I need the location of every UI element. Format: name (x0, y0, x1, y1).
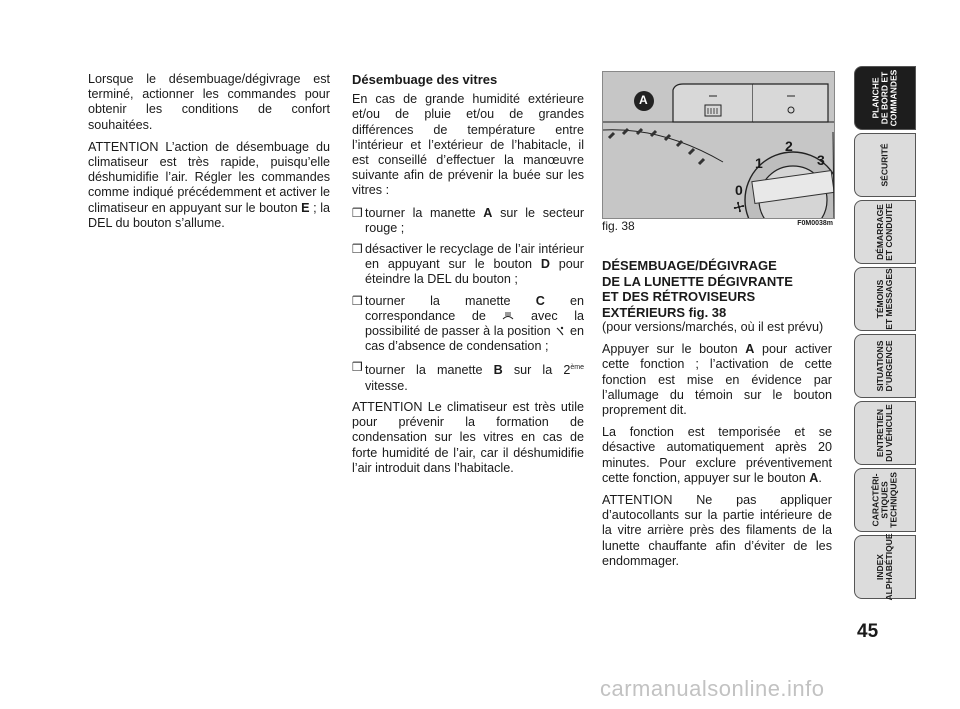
paragraph: Lorsque le désembuage/dégivrage est terminé, actionner les commandes pour obtenir les conditions de confort souhaitées. (88, 72, 330, 132)
fan-icon (732, 200, 746, 214)
paragraph-attention: ATTENTION L’action de désembuage du climatiseur est très rapide, puisqu’elle déshumidifie l’air. Régler les commandes comme indiqué précédemment et activer le climatiseur en appuyant sur le bouton E ; la DEL du bouton s’allume. (88, 139, 330, 230)
text-column-2 (352, 72, 584, 483)
list-item: ❒ tourner la manette A sur le secteur rouge ; (352, 205, 585, 235)
key-letter: D (540, 257, 550, 272)
list-item: ❒ désactiver le recyclage de l’air intérieur en appuyant sur le bouton D pour éteindre la DEL du bouton ; (352, 242, 585, 287)
feet-windshield-icon (554, 326, 566, 336)
paragraph: En cas de grande humidité extérieure et/ou de pluie et/ou de grandes différences de température entre l’intérieur et l’extérieur de l’habitacle, il est conseillé d’effectuer la manœuvre suivante afin de prévenir la buée sur les vitres : (352, 92, 584, 198)
windshield-defrost-icon (502, 311, 514, 321)
knob-label-2: 2 (785, 138, 793, 154)
checkbox-bullet-icon: ❒ (352, 293, 363, 308)
section-title: DÉSEMBUAGE/DÉGIVRAGE DE LA LUNETTE DÉGIVRANTE ET DES RÉTROVISEURS EXTÉRIEURS fig. 38 (602, 258, 793, 320)
checkbox-bullet-icon: ❒ (352, 360, 363, 375)
tab-caracteristiques[interactable]: CARACTÉRI- STIQUES TECHNIQUES (854, 468, 916, 532)
key-letter: C (535, 293, 545, 308)
chapter-tabs (854, 66, 916, 602)
list-item: ❒ tourner la manette B sur la 2ème vitesse. (352, 360, 584, 393)
paragraph-attention: ATTENTION Le climatiseur est très utile pour prévenir la formation de condensation sur les vitres en cas de forte humidité de l’air, car il déshumidifie l’air introduit dans l’habitacle. (352, 400, 584, 475)
tab-entretien[interactable]: ENTRETIEN DU VÉHICULE (854, 401, 916, 465)
tab-index[interactable]: INDEX ALPHABÉTIQUE (854, 535, 916, 599)
key-letter: A (745, 342, 755, 357)
knob-label-3: 3 (817, 152, 825, 168)
key-letter: A (483, 205, 493, 220)
key-letter: E (301, 200, 310, 215)
tab-temoins[interactable]: TÉMOINS ET MESSAGES (854, 267, 916, 331)
text-column-1 (88, 72, 330, 238)
tab-demarrage[interactable]: DÉMARRAGE ET CONDUITE (854, 200, 916, 264)
key-letter: B (493, 363, 503, 378)
checkbox-bullet-icon: ❒ (352, 242, 363, 257)
knob-label-1: 1 (755, 155, 763, 171)
watermark: carmanualsonline.info (600, 676, 825, 701)
tab-securite[interactable]: SÉCURITÉ (854, 133, 916, 197)
key-letter: A (809, 470, 819, 485)
paragraph: Appuyer sur le bouton A pour activer cette fonction ; l’activation de cette fonction est mise en évidence par l’allumage du témoin sur le bouton proprement dit. (602, 342, 832, 418)
figure-control-panel (602, 71, 835, 219)
page-number: 45 (857, 621, 879, 642)
subtitle: (pour versions/marchés, où il est prévu) (602, 320, 824, 334)
text-column-3 (602, 258, 832, 576)
list-item: ❒ tourner la manette C en correspondance de avec la possibilité de passer à la position en cas d’absence de condensation ; (352, 293, 585, 354)
figure-code: F0M0038m (797, 220, 833, 227)
tab-situations-urgence[interactable]: SITUATIONS D’URGENCE (854, 334, 916, 398)
paragraph-attention: ATTENTION Ne pas appliquer d’autocollants sur la partie intérieure de la vitre arrière près des filaments de la lunette chauffante afin d’éviter de les endommager. (602, 493, 832, 568)
tab-planche-de-bord[interactable]: PLANCHE DE BORD ET COMMANDES (854, 66, 916, 130)
paragraph: La fonction est temporisée et se désactive automatiquement après 20 minutes. Pour exclure préventivement cette fonction, appuyer sur le bouton A. (602, 425, 832, 485)
figure-caption: fig. 38 F0M0038m (602, 219, 833, 233)
checkbox-bullet-icon: ❒ (352, 205, 363, 220)
section-title: Désembuage des vitres (352, 72, 498, 87)
callout-a-label: A (639, 93, 648, 107)
knob-label-0: 0 (735, 182, 743, 198)
